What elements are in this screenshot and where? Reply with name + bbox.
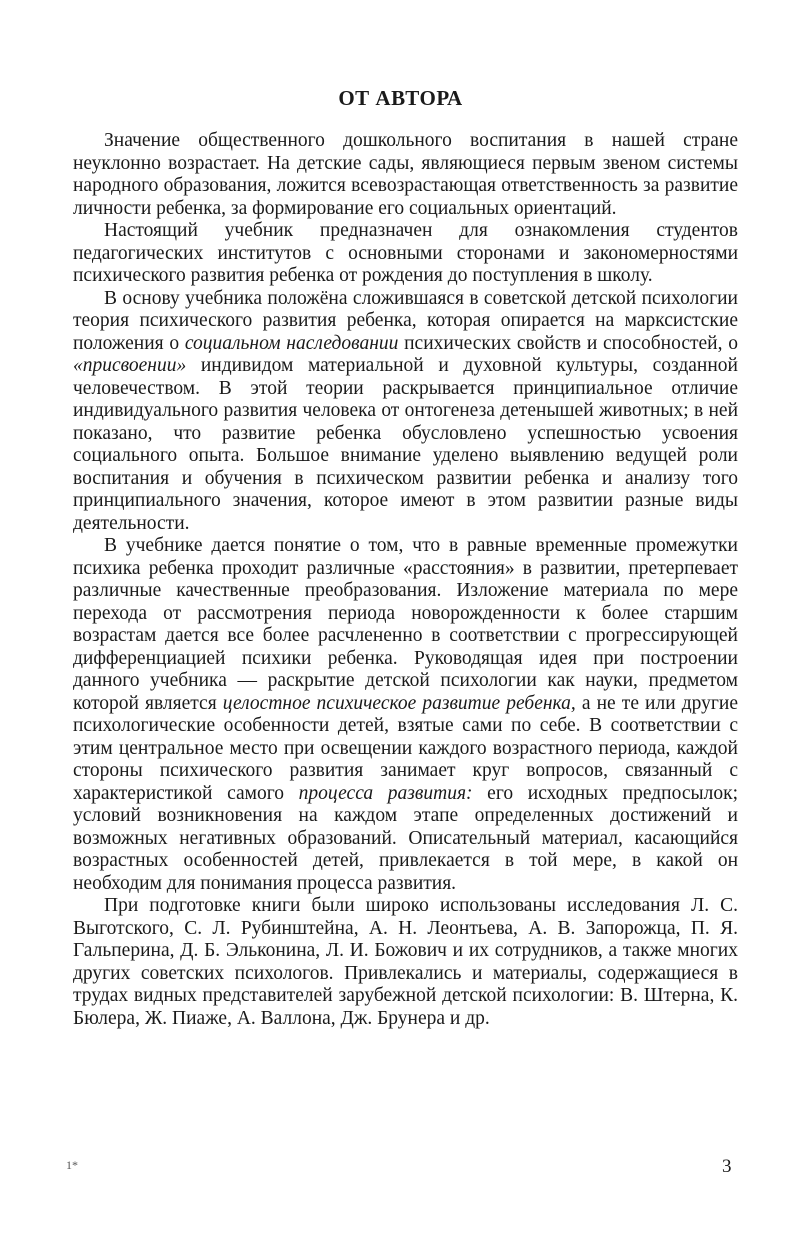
paragraph-4-part-1: В учебнике дается понятие о том, что в равные временные промежутки психика ребенка проходит различные «расстояния» в развитии, претерпевает различные качественные преобразования. Изложение материала по мере перехода от рассмотрения периода новорожденности к более старшим возрастам дается все более расчлененно в соответствии с прогрессирующей дифференциацией психики ребенка. Руководящая идея при построении данного учебника — раскрытие детской психологии как науки, предметом которой является <box>73 535 738 714</box>
body-text <box>73 130 738 1030</box>
paragraph-4-part-2: а не те или другие психологические особенности детей, взятые сами по себе. В соответствии с этим центральное место при освещении каждого возрастного периода, каждой стороны психического развития занимает круг вопросов, связанный с характеристикой самого <box>73 692 738 804</box>
page-title: ОТ АВТОРА <box>338 86 463 110</box>
paragraph-3-part-3: индивидом материальной и духовной культуры, созданной человечеством. В этой теории раскрывается принципиальное отличие индивидуального развития человека от онтогенеза детенышей животных; в ней показано, что развитие ребенка обусловлено успешностью усвоения социального опыта. Большое внимание уделено выявлению ведущей роли воспитания и обучения в психическом развитии ребенка и анализу того принципиального значения, которое имеют в этом развитии разные виды деятельности. <box>73 355 738 534</box>
paragraph-3-italic-1: социальном наследовании <box>184 332 399 354</box>
paragraph-5: При подготовке книги были широко использованы исследования Л. С. Выготского, С. Л. Рубинштейна, А. Н. Леонтьева, А. В. Запорожца, П. Я. Гальперина, Д. Б. Эльконина, Л. И. Божович и их сотрудников, а также многих других советских психологов. Привлекались и материалы, содержащиеся в трудах видных представителей зарубежной детской психологии: В. Штерна, К. Бюлера, Ж. Пиаже, А. Валлона, Дж. Брунера и др. <box>73 895 738 1029</box>
signature-mark: 1* <box>66 1158 78 1172</box>
page-number: 3 <box>722 1156 732 1177</box>
paragraph-4-italic-2: процесса развития: <box>298 782 473 804</box>
paragraph-3-italic-2: «присвоении» <box>73 355 187 376</box>
paragraph-2: Настоящий учебник предназначен для ознакомления студентов педагогических институтов с основными сторонами и закономерностями психического развития ребенка от рождения до поступления в школу. <box>73 220 738 286</box>
paragraph-4-italic-1: целостное психическое развитие ребенка, <box>222 692 576 714</box>
paragraph-1: Значение общественного дошкольного воспитания в нашей стране неуклонно возрастает. На детские сады, являющиеся первым звеном системы народного образования, ложится всевозрастающая ответственность за развитие личности ребенка, за формирование его социальных ориентаций. <box>73 130 738 219</box>
paragraph-3-part-2: психических свойств и способностей, о <box>398 332 738 354</box>
paragraph-3-part-1: В основу учебника положёна сложившаяся в советской детской психологии теория психического развития ребенка, которая опирается на марксистские положения о <box>73 287 738 354</box>
paragraph-4-part-3: его исходных предпосылок; условий возникновения на каждом этапе определенных достижений и возможных негативных образований. Описательный материал, касающийся возрастных особенностей детей, привлекается в той мере, в какой он необходим для понимания процесса развития. <box>73 782 738 894</box>
paragraph-4 <box>73 535 738 895</box>
paragraph-3 <box>73 288 738 536</box>
